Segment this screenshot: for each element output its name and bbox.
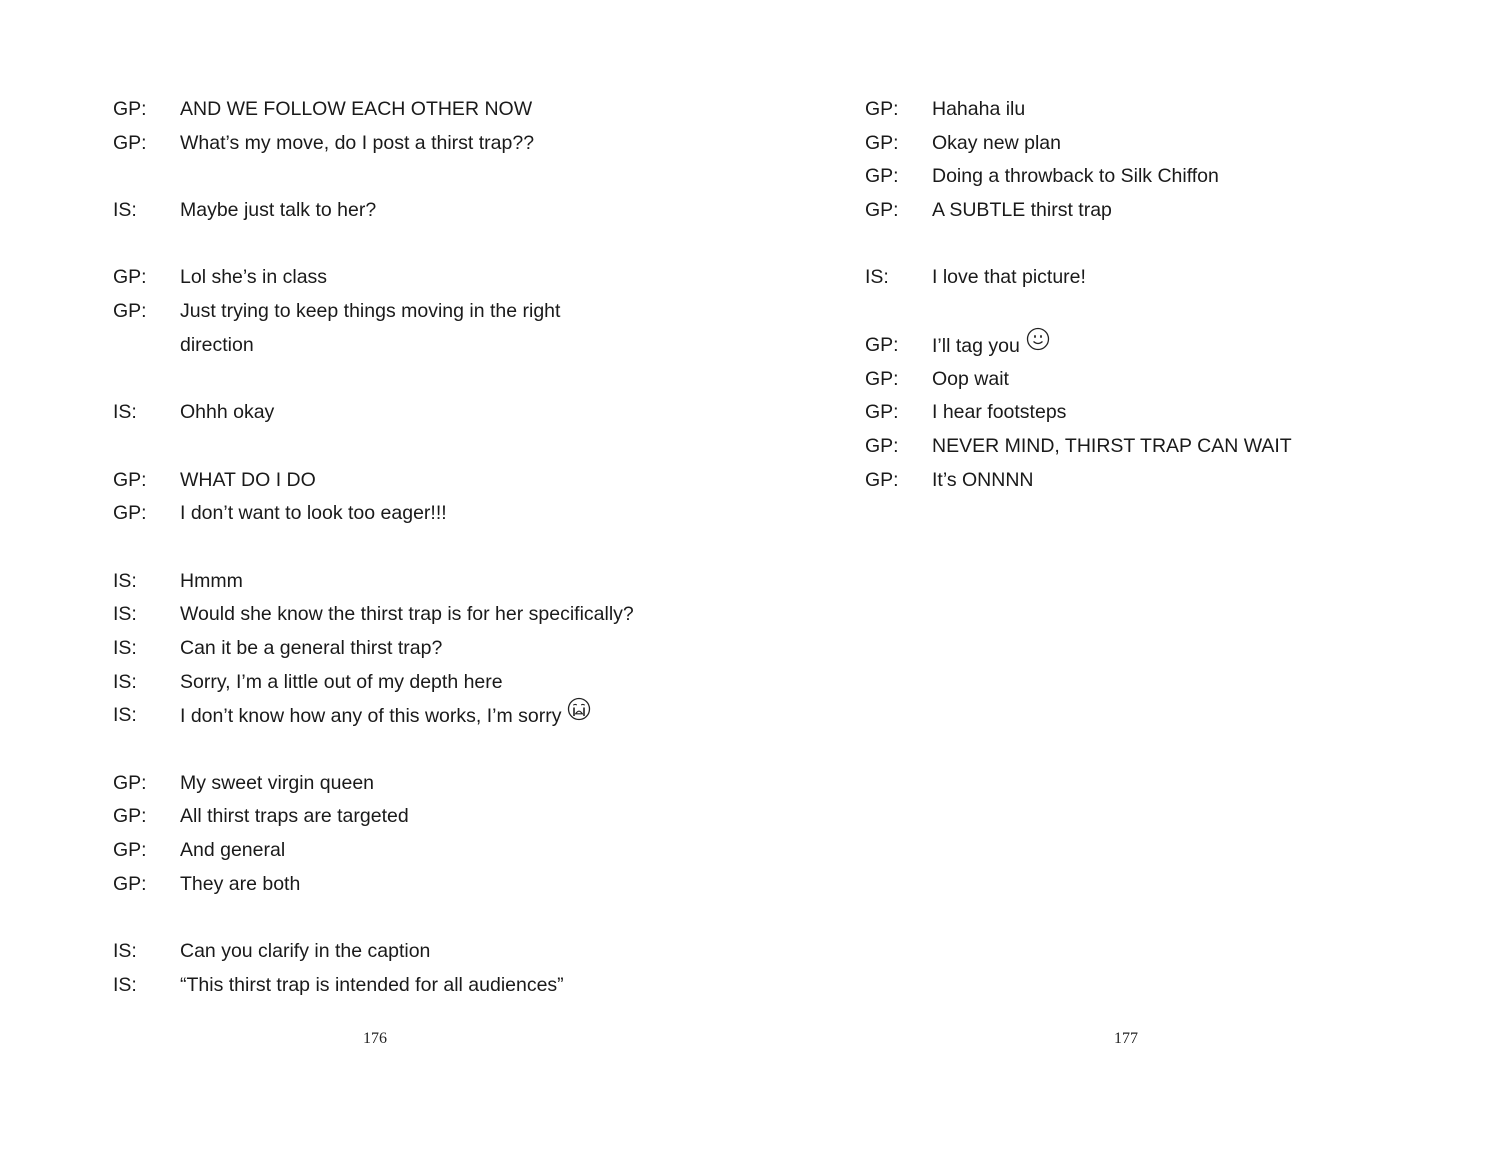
speaker-label: IS: [113,401,137,424]
message-text: I hear footsteps [932,401,1067,424]
message-text: WHAT DO I DO [180,468,316,491]
speaker-label: GP: [113,468,147,491]
message-text: It’s ONNNN [932,468,1034,491]
speaker-label: IS: [113,973,137,996]
speaker-label [113,329,180,363]
speaker-label: IS: [113,940,137,963]
speaker-label: GP: [113,131,147,154]
speaker-label: GP: [113,98,147,120]
dialogue-line [113,969,634,1003]
message-text: Lol she’s in class [180,266,328,289]
dialogue-line [113,699,634,733]
message-text: Maybe just talk to her? [180,199,377,222]
speaker-label: GP: [113,872,147,895]
dialogue-line [865,93,1292,127]
dialogue-line [865,396,1292,430]
message-text: Okay new plan [932,131,1061,154]
speaker-label: GP: [865,434,899,457]
dialogue-line [113,632,634,666]
message-text: Just trying to keep things moving in the right [180,300,561,323]
speaker-label: GP: [865,98,899,120]
dialogue-line [865,127,1292,161]
message-text: AND WE FOLLOW EACH OTHER NOW [180,98,533,120]
speaker-label: IS: [113,199,137,222]
speaker-label: IS: [113,637,137,659]
dialogue-line [113,127,634,161]
speaker-label: GP: [113,502,147,525]
right-page [750,0,1500,1151]
speaker-label: GP: [865,468,899,491]
message-text: Hmmm [180,569,243,592]
message-text-content: I’ll tag you [932,334,1020,357]
message-text: A SUBTLE thirst trap [932,199,1112,222]
message-text: NEVER MIND, THIRST TRAP CAN WAIT [932,434,1292,457]
speaker-label: IS: [113,670,137,693]
dialogue-line [865,160,1292,194]
message-text: Can you clarify in the caption [180,940,431,963]
speaker-label: GP: [113,266,147,289]
message-text: And general [180,839,286,862]
message-text: direction [180,333,254,356]
speaker-label: IS: [113,569,137,592]
speaker-label: GP: [865,131,899,154]
speaker-label: IS: [113,603,137,626]
dialogue-line [113,935,634,969]
speaker-label: GP: [865,165,899,188]
message-text: Sorry, I’m a little out of my depth here [180,670,503,693]
message-text: Ohhh okay [180,401,275,424]
speaker-label: GP: [113,839,147,862]
speaker-label: GP: [113,771,147,794]
speaker-label: GP: [113,300,147,323]
dialogue-line [113,464,634,498]
message-text: Doing a throwback to Silk Chiffon [932,165,1219,188]
message-text: “This thirst trap is intended for all audiences” [180,973,564,996]
dialogue-line [113,767,634,801]
page-number: 177 [1114,1030,1138,1047]
dialogue-line [865,329,1292,363]
message-text: I don’t want to look too eager!!! [180,502,447,525]
speaker-label: GP: [113,805,147,828]
dialogue-line [113,194,634,228]
smiling-face-icon [1026,327,1050,363]
dialogue-line [113,834,634,868]
dialogue-line [113,93,634,127]
message-text: Can it be a general thirst trap? [180,637,443,659]
speaker-label: IS: [113,704,137,727]
dialogue-line [113,497,634,531]
dialogue-line [865,194,1292,228]
speaker-label: IS: [865,266,889,289]
crying-face-icon [567,697,591,733]
dialogue [865,93,1292,497]
message-text: What’s my move, do I post a thirst trap?? [180,131,535,154]
message-text: Oop wait [932,367,1009,390]
message-text: My sweet virgin queen [180,771,375,794]
speaker-label: GP: [865,333,899,356]
dialogue-line [865,363,1292,397]
speaker-label: GP: [865,199,899,222]
dialogue-line [113,800,634,834]
message-text: I love that picture! [932,266,1086,289]
dialogue-line [113,295,634,329]
dialogue-line [113,666,634,700]
message-text: Would she know the thirst trap is for her specifically? [180,603,634,626]
dialogue-line [865,430,1292,464]
dialogue [113,93,634,1003]
message-text [180,699,591,733]
speaker-label: GP: [865,367,899,390]
message-text-content: I don’t know how any of this works, I’m sorry [180,705,562,728]
dialogue-line [113,396,634,430]
message-text [932,329,1050,363]
dialogue-line [865,464,1292,498]
dialogue-line [113,329,634,363]
speaker-label: GP: [865,401,899,424]
dialogue-line [113,565,634,599]
dialogue-line [865,261,1292,295]
dialogue-line [113,868,634,902]
page-number: 176 [363,1030,387,1047]
message-text: They are both [180,872,301,895]
message-text: Hahaha ilu [932,98,1026,120]
dialogue-line [113,261,634,295]
message-text: All thirst traps are targeted [180,805,409,828]
dialogue-line [113,598,634,632]
